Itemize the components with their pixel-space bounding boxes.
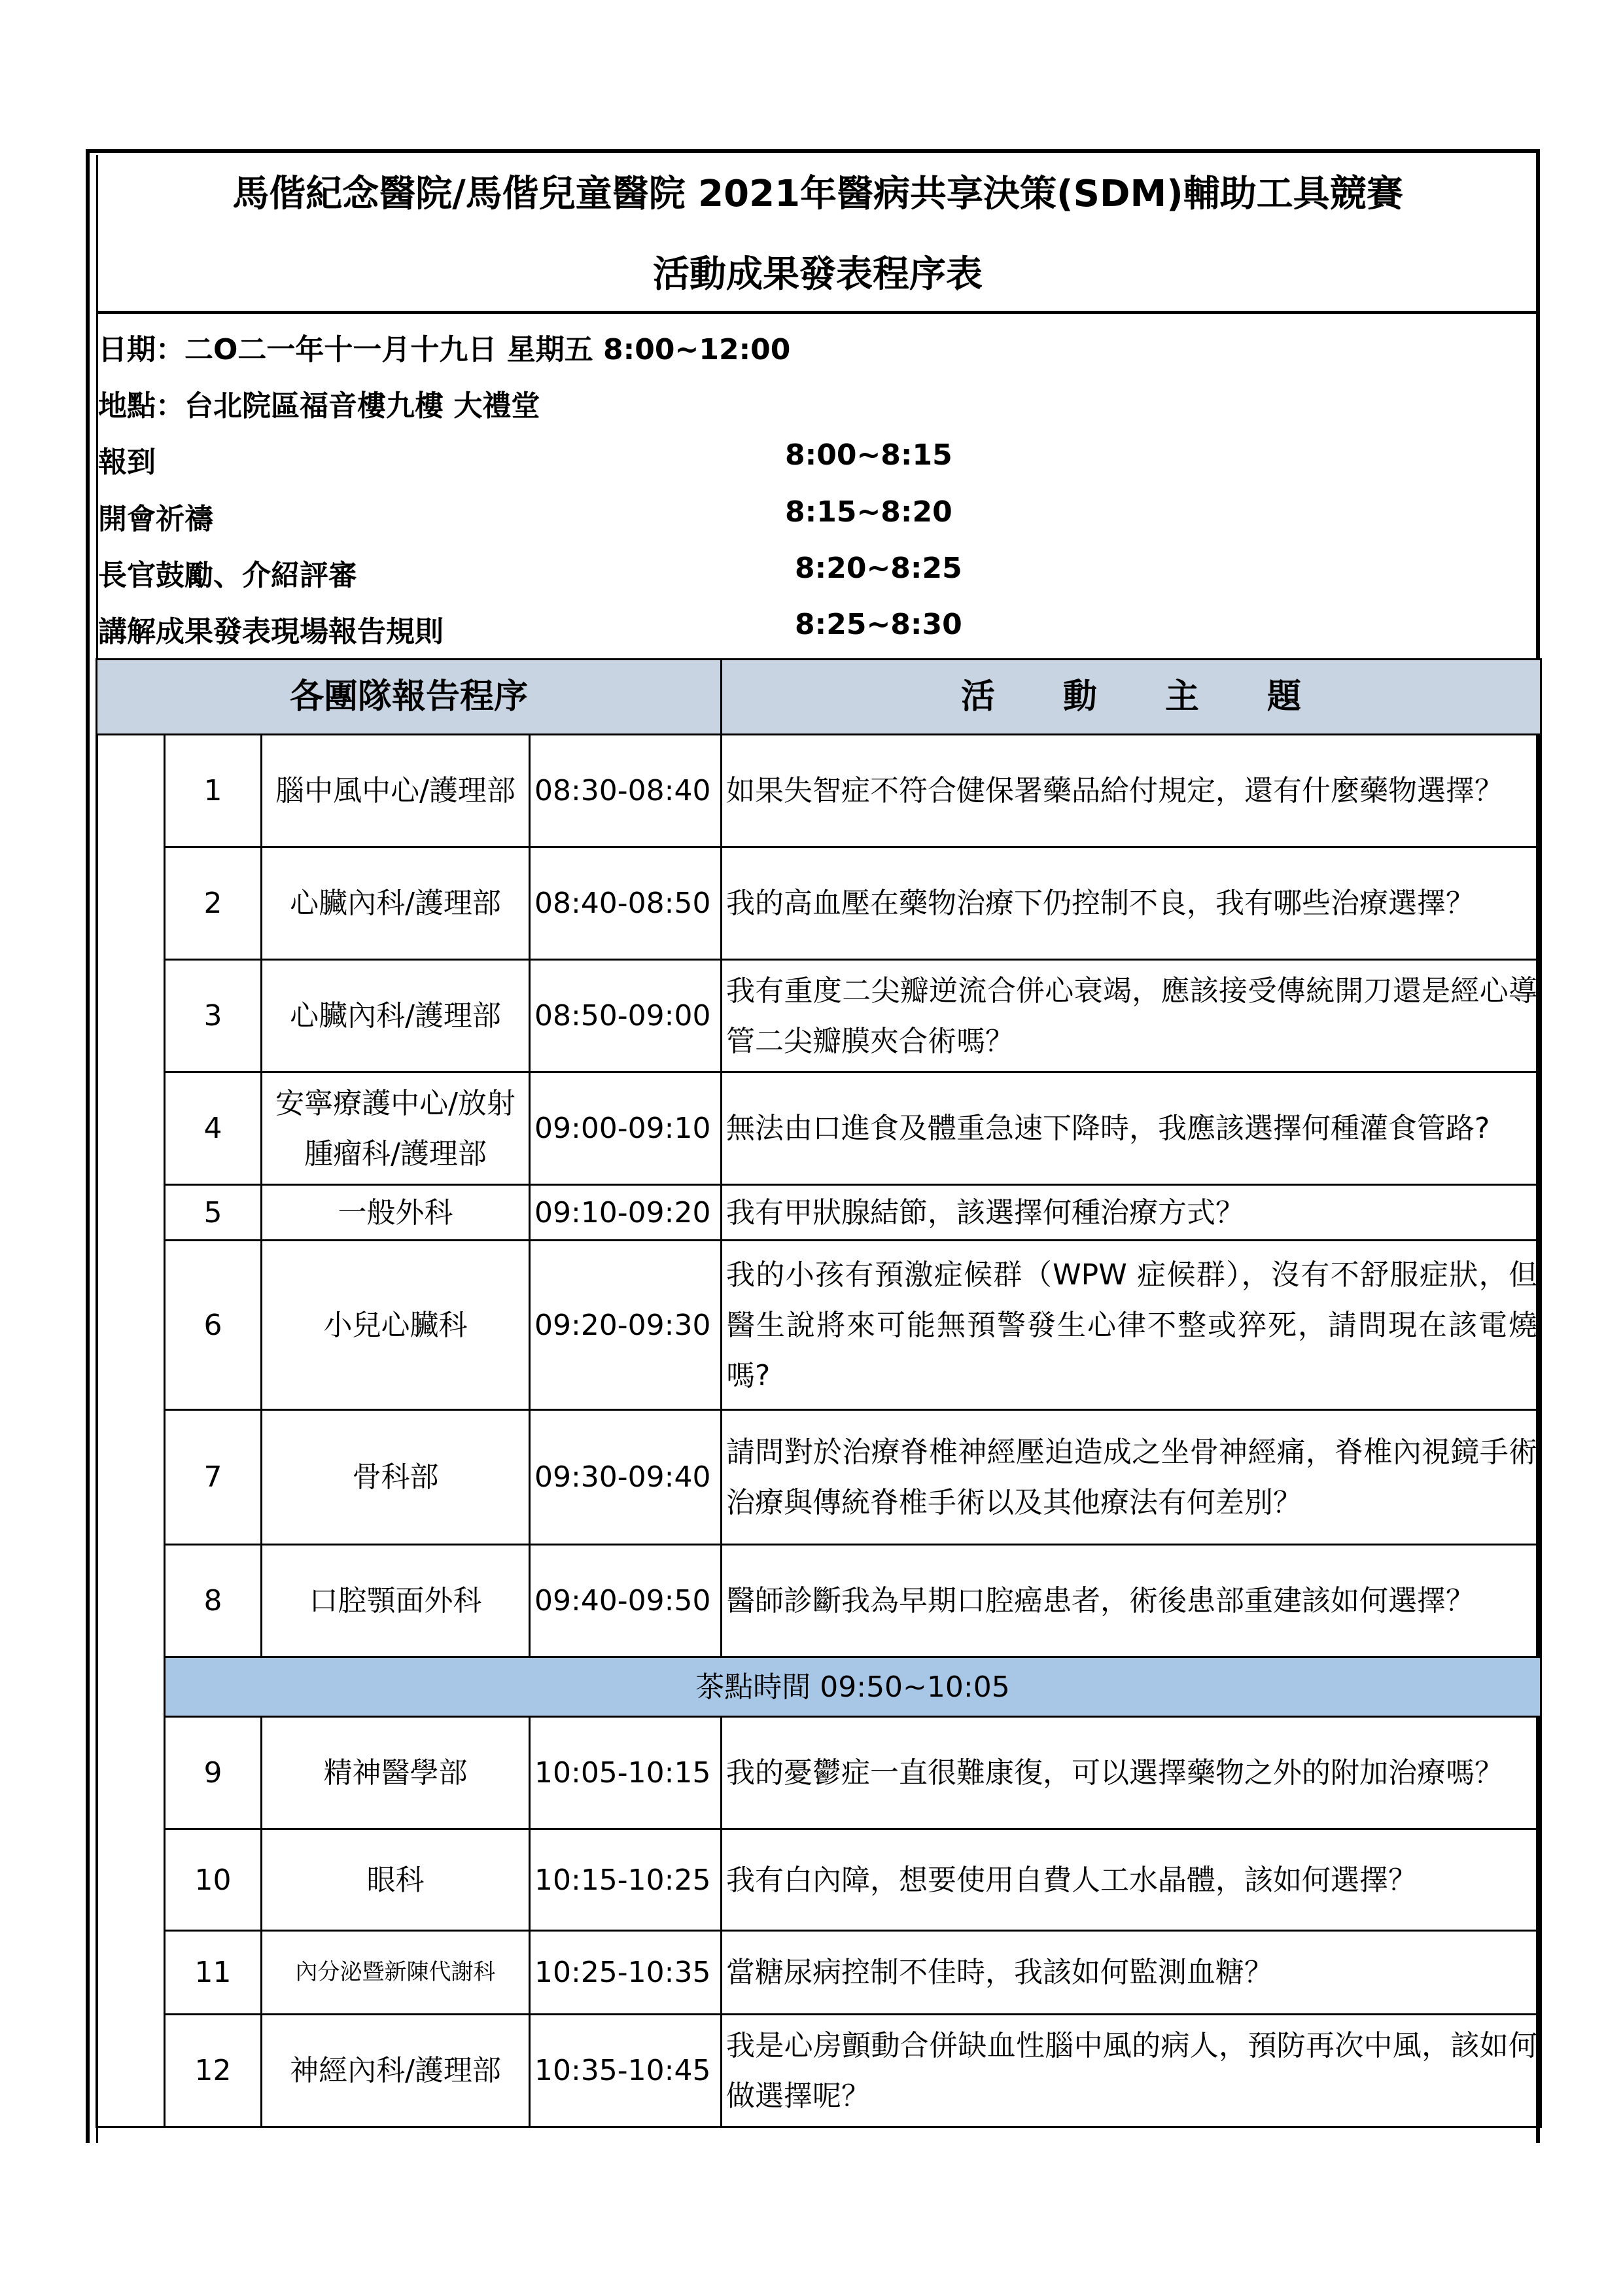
row-time: 09:40-09:50	[530, 1545, 722, 1657]
table-row	[97, 2015, 1541, 2127]
row-topic: 當糖尿病控制不佳時，我該如何監測血糖？	[722, 1931, 1541, 2015]
schedule-table	[96, 658, 1542, 2128]
table-row	[97, 1829, 1541, 1931]
header-team-schedule: 各團隊報告程序	[97, 660, 722, 735]
row-department: 內分泌暨新陳代謝科	[262, 1931, 530, 2015]
agenda-label: 長官鼓勵、介紹評審	[98, 559, 357, 592]
agenda-label: 講解成果發表現場報告規則	[98, 615, 444, 648]
row-department: 心臟內科/護理部	[262, 960, 530, 1072]
table-row	[97, 847, 1541, 960]
row-number: 3	[165, 960, 262, 1072]
row-department: 心臟內科/護理部	[262, 847, 530, 960]
row-time: 09:30-09:40	[530, 1410, 722, 1545]
row-number: 9	[165, 1717, 262, 1829]
row-time: 10:15-10:25	[530, 1829, 722, 1931]
row-time: 09:20-09:30	[530, 1241, 722, 1410]
table-header-row	[97, 660, 1541, 735]
row-time: 09:10-09:20	[530, 1185, 722, 1241]
table-row	[97, 960, 1541, 1072]
event-place: 地點：台北院區福音樓九樓 大禮堂	[98, 389, 540, 423]
row-topic: 我的憂鬱症一直很難康復，可以選擇藥物之外的附加治療嗎？	[722, 1717, 1541, 1829]
row-department: 安寧療護中心/放射腫瘤科/護理部	[262, 1072, 530, 1185]
row-topic: 我的高血壓在藥物治療下仍控制不良，我有哪些治療選擇？	[722, 847, 1541, 960]
row-number: 6	[165, 1241, 262, 1410]
row-time: 09:00-09:10	[530, 1072, 722, 1185]
agenda-time: 8:15~8:20	[785, 495, 952, 529]
document-title: 馬偕紀念醫院/馬偕兒童醫院 2021年醫病共享決策(SDM)輔助工具競賽	[232, 173, 1403, 215]
table-row	[97, 1072, 1541, 1185]
row-topic: 我有重度二尖瓣逆流合併心衰竭，應該接受傳統開刀還是經心導管二尖瓣膜夾合術嗎？	[722, 960, 1541, 1072]
row-time: 08:40-08:50	[530, 847, 722, 960]
title-divider	[96, 311, 1539, 314]
row-number: 1	[165, 735, 262, 847]
row-time: 10:35-10:45	[530, 2015, 722, 2127]
row-department: 眼科	[262, 1829, 530, 1931]
table-row	[97, 1410, 1541, 1545]
agenda-time: 8:25~8:30	[795, 608, 962, 641]
row-number: 8	[165, 1545, 262, 1657]
document-subtitle: 活動成果發表程序表	[653, 253, 983, 296]
row-number: 10	[165, 1829, 262, 1931]
tea-break-row	[97, 1657, 1541, 1717]
row-number: 5	[165, 1185, 262, 1241]
agenda-label: 開會祈禱	[98, 503, 213, 536]
row-number: 4	[165, 1072, 262, 1185]
row-department: 口腔顎面外科	[262, 1545, 530, 1657]
table-row	[97, 1545, 1541, 1657]
row-topic: 如果失智症不符合健保署藥品給付規定，還有什麼藥物選擇？	[722, 735, 1541, 847]
row-department: 精神醫學部	[262, 1717, 530, 1829]
row-topic: 我的小孩有預激症候群（WPW 症候群），沒有不舒服症狀，但醫生說將來可能無預警發生心律不整或猝死，請問現在該電燒嗎?	[722, 1241, 1541, 1410]
row-number: 7	[165, 1410, 262, 1545]
agenda-time: 8:20~8:25	[795, 552, 962, 585]
row-topic: 無法由口進食及體重急速下降時，我應該選擇何種灌食管路?	[722, 1072, 1541, 1185]
row-topic: 請問對於治療脊椎神經壓迫造成之坐骨神經痛，脊椎內視鏡手術治療與傳統脊椎手術以及其他療法有何差別？	[722, 1410, 1541, 1545]
row-topic: 我是心房顫動合併缺血性腦中風的病人，預防再次中風，該如何做選擇呢？	[722, 2015, 1541, 2127]
row-department: 小兒心臟科	[262, 1241, 530, 1410]
row-department: 一般外科	[262, 1185, 530, 1241]
row-number: 11	[165, 1931, 262, 2015]
header-topic: 活 動 主 題	[722, 660, 1541, 735]
row-department: 骨科部	[262, 1410, 530, 1545]
row-number: 12	[165, 2015, 262, 2127]
row-topic: 我有白內障，想要使用自費人工水晶體，該如何選擇？	[722, 1829, 1541, 1931]
row-number: 2	[165, 847, 262, 960]
row-time: 08:30-08:40	[530, 735, 722, 847]
table-row	[97, 1185, 1541, 1241]
row-time: 10:25-10:35	[530, 1931, 722, 2015]
table-row	[97, 1241, 1541, 1410]
row-time: 08:50-09:00	[530, 960, 722, 1072]
table-row	[97, 1931, 1541, 2015]
tea-break: 茶點時間 09:50~10:05	[165, 1657, 1541, 1717]
event-date: 日期：二O二一年十一月十九日 星期五 8:00~12:00	[98, 333, 791, 366]
agenda-label: 報到	[98, 446, 156, 479]
left-margin-cell	[97, 735, 165, 2127]
agenda-time: 8:00~8:15	[785, 438, 952, 472]
table-row	[97, 735, 1541, 847]
row-topic: 醫師診斷我為早期口腔癌患者，術後患部重建該如何選擇？	[722, 1545, 1541, 1657]
row-topic: 我有甲狀腺結節，該選擇何種治療方式？	[722, 1185, 1541, 1241]
row-department: 神經內科/護理部	[262, 2015, 530, 2127]
row-time: 10:05-10:15	[530, 1717, 722, 1829]
row-department: 腦中風中心/護理部	[262, 735, 530, 847]
table-row	[97, 1717, 1541, 1829]
